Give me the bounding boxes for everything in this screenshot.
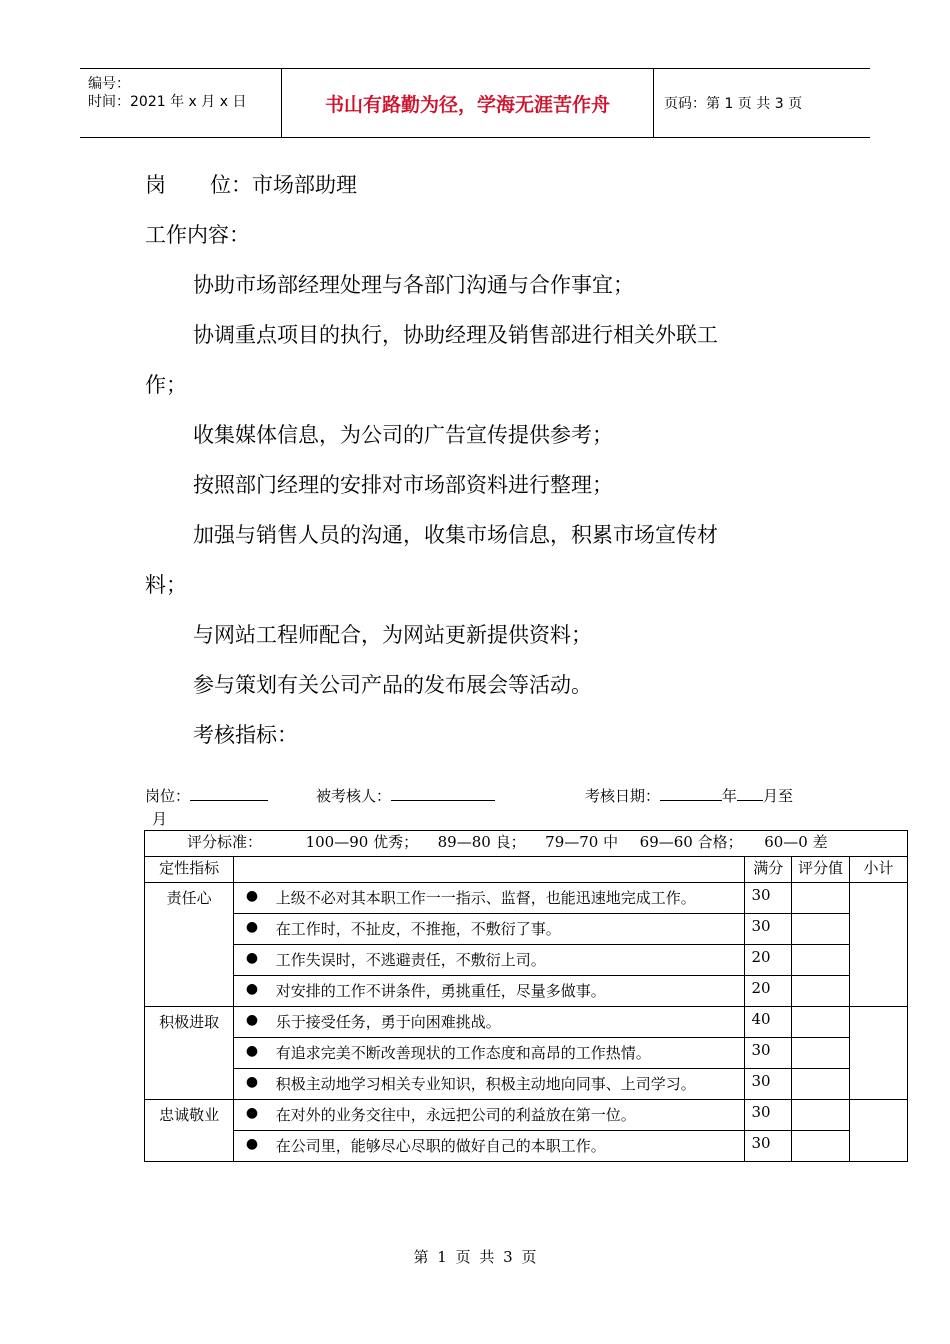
table-row bbox=[145, 1131, 908, 1162]
standard-pass: 69—60 合格； bbox=[639, 833, 743, 851]
criterion-text: 上级不必对其本职工作一一指示、监督，也能迅速地完成工作。 bbox=[270, 883, 745, 914]
standard-poor: 60—0 差 bbox=[764, 833, 828, 851]
bullet-icon: ● bbox=[234, 1100, 270, 1131]
bullet-icon: ● bbox=[234, 914, 270, 945]
score-value-cell[interactable] bbox=[791, 1069, 849, 1100]
bullet-icon: ● bbox=[234, 1069, 270, 1100]
full-score: 30 bbox=[745, 1069, 792, 1100]
position-value: 位：市场部助理 bbox=[210, 173, 357, 197]
score-value-cell[interactable] bbox=[791, 945, 849, 976]
duty-item: 按照部门经理的安排对市场部资料进行整理； bbox=[193, 473, 613, 497]
subtotal-cell[interactable] bbox=[849, 1100, 907, 1162]
table-row bbox=[145, 1100, 908, 1131]
score-value-cell[interactable] bbox=[791, 1100, 849, 1131]
standard-medium: 79—70 中 bbox=[545, 833, 619, 851]
criterion-text: 在公司里，能够尽心尽职的做好自己的本职工作。 bbox=[270, 1131, 745, 1162]
post-blank[interactable] bbox=[190, 786, 268, 801]
category-responsibility: 责任心 bbox=[145, 883, 234, 1007]
header-meta bbox=[80, 69, 282, 137]
year-label: 年 bbox=[722, 787, 738, 805]
position-line bbox=[145, 173, 357, 197]
bullet-icon: ● bbox=[234, 883, 270, 914]
full-score: 40 bbox=[745, 1007, 792, 1038]
score-value-cell[interactable] bbox=[791, 914, 849, 945]
full-score: 30 bbox=[745, 1131, 792, 1162]
month-label: 月 bbox=[152, 810, 168, 828]
bullet-icon: ● bbox=[234, 1038, 270, 1069]
document-header bbox=[80, 68, 870, 138]
score-value-cell[interactable] bbox=[791, 1038, 849, 1069]
full-score: 20 bbox=[745, 976, 792, 1007]
month-blank[interactable] bbox=[737, 786, 763, 801]
score-value-cell[interactable] bbox=[791, 976, 849, 1007]
header-full-score: 满分 bbox=[745, 857, 792, 883]
table-row bbox=[145, 945, 908, 976]
number-label: 编号： bbox=[88, 76, 130, 92]
duty-item-continued: 作； bbox=[145, 373, 187, 397]
subtotal-cell[interactable] bbox=[849, 883, 907, 1007]
form-examinee bbox=[316, 785, 495, 806]
duty-item: 与网站工程师配合，为网站更新提供资料； bbox=[193, 623, 592, 647]
form-post bbox=[145, 785, 268, 806]
bullet-icon: ● bbox=[234, 1007, 270, 1038]
month-to-label: 月至 bbox=[763, 787, 794, 805]
duty-item: 收集媒体信息，为公司的广告宣传提供参考； bbox=[193, 423, 613, 447]
duty-item: 加强与销售人员的沟通，收集市场信息，积累市场宣传材 bbox=[193, 523, 718, 547]
bullet-icon: ● bbox=[234, 1131, 270, 1162]
scoring-table bbox=[144, 830, 908, 1162]
bullet-icon: ● bbox=[234, 976, 270, 1007]
time-label: 时间：2021 年 x 月 x 日 bbox=[88, 94, 247, 110]
standard-label: 评分标准： bbox=[187, 833, 263, 851]
form-date bbox=[585, 785, 793, 806]
date-label: 考核日期： bbox=[585, 787, 661, 805]
table-row bbox=[145, 914, 908, 945]
duty-item: 协调重点项目的执行，协助经理及销售部进行相关外联工 bbox=[193, 323, 718, 347]
subtotal-cell[interactable] bbox=[849, 1007, 907, 1100]
criterion-text: 对安排的工作不讲条件，勇挑重任，尽量多做事。 bbox=[270, 976, 745, 1007]
header-item bbox=[234, 857, 745, 883]
post-label: 岗位： bbox=[145, 787, 191, 805]
examinee-blank[interactable] bbox=[391, 786, 495, 801]
page-footer: 第 1 页 共 3 页 bbox=[413, 1248, 537, 1266]
full-score: 30 bbox=[745, 883, 792, 914]
examinee-label: 被考核人： bbox=[316, 787, 392, 805]
kpi-label: 考核指标： bbox=[193, 723, 298, 747]
table-header-row bbox=[145, 857, 908, 883]
header-score-value: 评分值 bbox=[791, 857, 849, 883]
scoring-standard-cell bbox=[145, 831, 908, 857]
duty-item: 协助市场部经理处理与各部门沟通与合作事宜； bbox=[193, 273, 634, 297]
full-score: 30 bbox=[745, 914, 792, 945]
bullet-icon: ● bbox=[234, 945, 270, 976]
header-indicator: 定性指标 bbox=[145, 857, 234, 883]
position-label: 岗 bbox=[145, 173, 166, 197]
header-motto: 书山有路勤为径，学海无涯苦作舟 bbox=[282, 69, 654, 137]
table-row bbox=[145, 976, 908, 1007]
table-row bbox=[145, 1069, 908, 1100]
criterion-text: 有追求完美不断改善现状的工作态度和高昂的工作热情。 bbox=[270, 1038, 745, 1069]
table-row bbox=[145, 1007, 908, 1038]
score-value-cell[interactable] bbox=[791, 883, 849, 914]
header-page-info: 页码：第 1 页 共 3 页 bbox=[664, 96, 803, 112]
work-content-label: 工作内容： bbox=[145, 223, 250, 247]
full-score: 30 bbox=[745, 1100, 792, 1131]
header-subtotal: 小计 bbox=[849, 857, 907, 883]
full-score: 20 bbox=[745, 945, 792, 976]
duty-item: 参与策划有关公司产品的发布展会等活动。 bbox=[193, 673, 592, 697]
category-initiative: 积极进取 bbox=[145, 1007, 234, 1100]
score-value-cell[interactable] bbox=[791, 1007, 849, 1038]
full-score: 30 bbox=[745, 1038, 792, 1069]
score-value-cell[interactable] bbox=[791, 1131, 849, 1162]
criterion-text: 乐于接受任务，勇于向困难挑战。 bbox=[270, 1007, 745, 1038]
table-row bbox=[145, 1038, 908, 1069]
standard-excellent: 100—90 优秀； bbox=[305, 833, 419, 851]
standard-good: 89—80 良； bbox=[437, 833, 526, 851]
criterion-text: 在工作时，不扯皮，不推拖，不敷衍了事。 bbox=[270, 914, 745, 945]
criterion-text: 积极主动地学习相关专业知识，积极主动地向同事、上司学习。 bbox=[270, 1069, 745, 1100]
year-blank[interactable] bbox=[660, 786, 722, 801]
scoring-standard-row bbox=[145, 831, 908, 857]
criterion-text: 在对外的业务交往中，永远把公司的利益放在第一位。 bbox=[270, 1100, 745, 1131]
table-row bbox=[145, 883, 908, 914]
criterion-text: 工作失误时，不逃避责任，不敷衍上司。 bbox=[270, 945, 745, 976]
duty-item-continued: 料； bbox=[145, 573, 187, 597]
category-loyalty: 忠诚敬业 bbox=[145, 1100, 234, 1162]
